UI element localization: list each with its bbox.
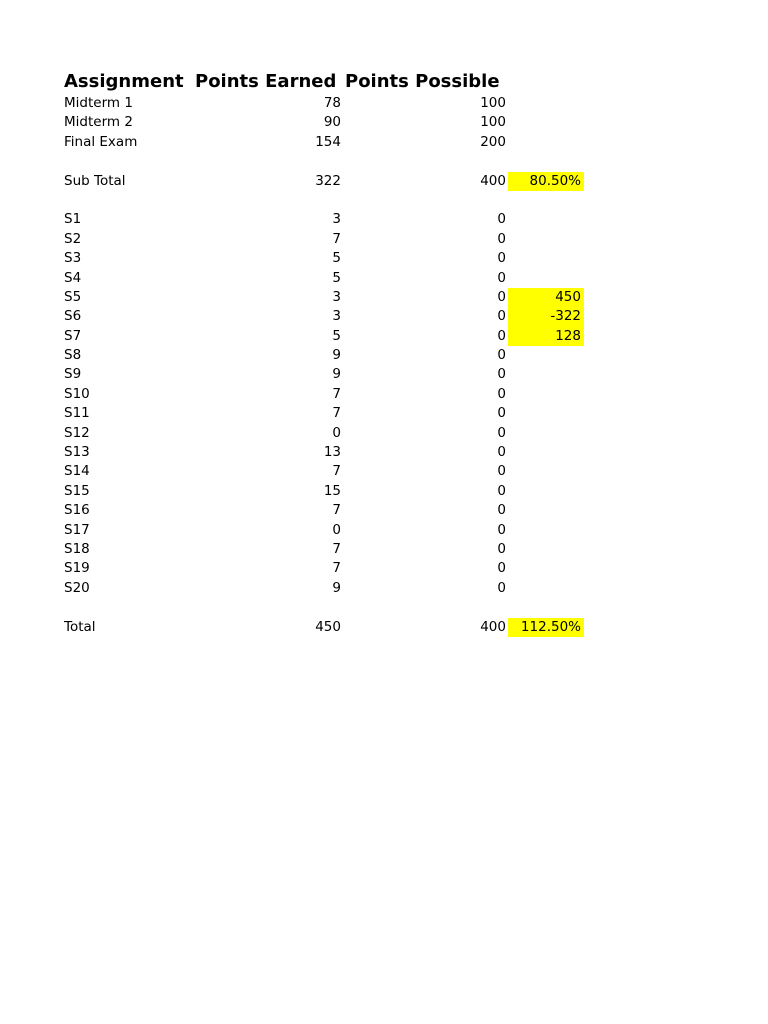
assignment-row (62, 482, 584, 501)
assignment-row (62, 346, 584, 365)
assignment-possible[interactable]: 0 (497, 385, 506, 402)
assignment-earned[interactable]: 3 (332, 308, 341, 325)
assignment-possible[interactable]: 0 (497, 560, 506, 577)
assignment-earned[interactable]: 3 (332, 211, 341, 228)
assignment-name[interactable]: S5 (64, 288, 82, 305)
assignment-earned[interactable]: 3 (332, 288, 341, 305)
assignment-possible[interactable]: 0 (497, 424, 506, 441)
assignment-name[interactable]: S2 (64, 230, 82, 247)
assignment-earned[interactable]: 9 (332, 579, 341, 596)
header-points-possible[interactable]: Points Possible (345, 71, 500, 92)
assignment-possible[interactable]: 0 (497, 347, 506, 364)
assignment-earned[interactable]: 7 (332, 560, 341, 577)
assignment-earned[interactable]: 5 (332, 250, 341, 267)
subtotal-row (62, 172, 584, 191)
assignment-earned[interactable]: 15 (323, 482, 341, 499)
assignment-name[interactable]: S9 (64, 366, 82, 383)
total-percent[interactable]: 112.50% (508, 618, 584, 637)
subtotal-percent[interactable]: 80.50% (508, 172, 584, 191)
assignment-earned[interactable]: 0 (332, 424, 341, 441)
exam-row (62, 113, 584, 132)
assignment-row (62, 579, 584, 598)
subtotal-earned[interactable]: 322 (315, 172, 341, 189)
assignment-possible[interactable]: 0 (497, 540, 506, 557)
assignment-possible[interactable]: 0 (497, 366, 506, 383)
header-points-earned[interactable]: Points Earned (195, 71, 337, 92)
exam-row (62, 133, 584, 152)
exam-earned[interactable]: 154 (315, 133, 341, 150)
grade-sheet (62, 70, 584, 637)
assignment-row (62, 210, 584, 229)
assignment-possible[interactable]: 0 (497, 230, 506, 247)
assignment-possible[interactable]: 0 (497, 269, 506, 286)
assignment-name[interactable]: S10 (64, 385, 90, 402)
subtotal-label[interactable]: Sub Total (64, 172, 126, 189)
assignment-name[interactable]: S13 (64, 444, 90, 461)
assignment-name[interactable]: S11 (64, 405, 90, 422)
exam-name[interactable]: Final Exam (64, 133, 138, 150)
assignment-name[interactable]: S17 (64, 521, 90, 538)
exam-possible[interactable]: 100 (480, 114, 506, 131)
assignment-row (62, 443, 584, 462)
exam-possible[interactable]: 200 (480, 133, 506, 150)
assignment-possible[interactable]: 0 (497, 502, 506, 519)
assignment-name[interactable]: S12 (64, 424, 90, 441)
assignment-name[interactable]: S18 (64, 540, 90, 557)
exam-name[interactable]: Midterm 2 (64, 114, 133, 131)
assignment-possible[interactable]: 0 (497, 444, 506, 461)
exam-earned[interactable]: 90 (323, 114, 341, 131)
assignment-possible[interactable]: 0 (497, 521, 506, 538)
assignment-name[interactable]: S6 (64, 308, 82, 325)
blank-row (62, 598, 584, 617)
assignment-earned[interactable]: 13 (323, 444, 341, 461)
assignment-earned[interactable]: 0 (332, 521, 341, 538)
total-label[interactable]: Total (64, 618, 96, 635)
assignment-row (62, 501, 584, 520)
exam-name[interactable]: Midterm 1 (64, 95, 133, 111)
assignment-name[interactable]: S20 (64, 579, 90, 596)
blank-row (62, 152, 584, 171)
assignment-row (62, 404, 584, 423)
assignment-row (62, 249, 584, 268)
assignment-row (62, 424, 584, 443)
total-row (62, 618, 584, 637)
assignment-name[interactable]: S4 (64, 269, 82, 286)
assignment-row (62, 385, 584, 404)
assignment-extra[interactable]: -322 (508, 307, 584, 326)
assignment-rows (62, 210, 584, 598)
assignment-row (62, 365, 584, 384)
assignment-earned[interactable]: 7 (332, 540, 341, 557)
blank-row (62, 191, 584, 210)
assignment-earned[interactable]: 7 (332, 405, 341, 422)
assignment-possible[interactable]: 0 (497, 579, 506, 596)
assignment-earned[interactable]: 5 (332, 269, 341, 286)
total-earned[interactable]: 450 (315, 618, 341, 635)
assignment-name[interactable]: S15 (64, 482, 90, 499)
assignment-row (62, 559, 584, 578)
assignment-row (62, 521, 584, 540)
assignment-row (62, 327, 584, 346)
exam-rows (62, 94, 584, 152)
assignment-earned[interactable]: 5 (332, 327, 341, 344)
assignment-row (62, 462, 584, 481)
total-possible[interactable]: 400 (480, 618, 506, 635)
assignment-possible[interactable]: 0 (497, 463, 506, 480)
exam-earned[interactable]: 78 (323, 95, 341, 111)
header-row (62, 70, 584, 94)
assignment-name[interactable]: S14 (64, 463, 90, 480)
exam-possible[interactable]: 100 (480, 95, 506, 111)
assignment-row (62, 540, 584, 559)
assignment-earned[interactable]: 9 (332, 347, 341, 364)
assignment-earned[interactable]: 7 (332, 502, 341, 519)
assignment-row (62, 230, 584, 249)
assignment-earned[interactable]: 7 (332, 230, 341, 247)
assignment-earned[interactable]: 7 (332, 385, 341, 402)
subtotal-possible[interactable]: 400 (480, 172, 506, 189)
exam-row (62, 94, 584, 113)
assignment-name[interactable]: S19 (64, 560, 90, 577)
assignment-possible[interactable]: 0 (497, 250, 506, 267)
assignment-possible[interactable]: 0 (497, 482, 506, 499)
assignment-earned[interactable]: 9 (332, 366, 341, 383)
assignment-name[interactable]: S8 (64, 347, 82, 364)
assignment-row (62, 307, 584, 326)
assignment-possible[interactable]: 0 (497, 211, 506, 228)
assignment-name[interactable]: S1 (64, 211, 82, 228)
assignment-extra[interactable]: 128 (508, 327, 584, 346)
header-assignment[interactable]: Assignment (64, 71, 184, 92)
assignment-row (62, 288, 584, 307)
assignment-possible[interactable]: 0 (497, 308, 506, 325)
assignment-row (62, 269, 584, 288)
assignment-extra[interactable]: 450 (508, 288, 584, 307)
assignment-earned[interactable]: 7 (332, 463, 341, 480)
assignment-possible[interactable]: 0 (497, 405, 506, 422)
assignment-name[interactable]: S16 (64, 502, 90, 519)
assignment-possible[interactable]: 0 (497, 327, 506, 344)
assignment-name[interactable]: S3 (64, 250, 82, 267)
assignment-name[interactable]: S7 (64, 327, 82, 344)
assignment-possible[interactable]: 0 (497, 288, 506, 305)
